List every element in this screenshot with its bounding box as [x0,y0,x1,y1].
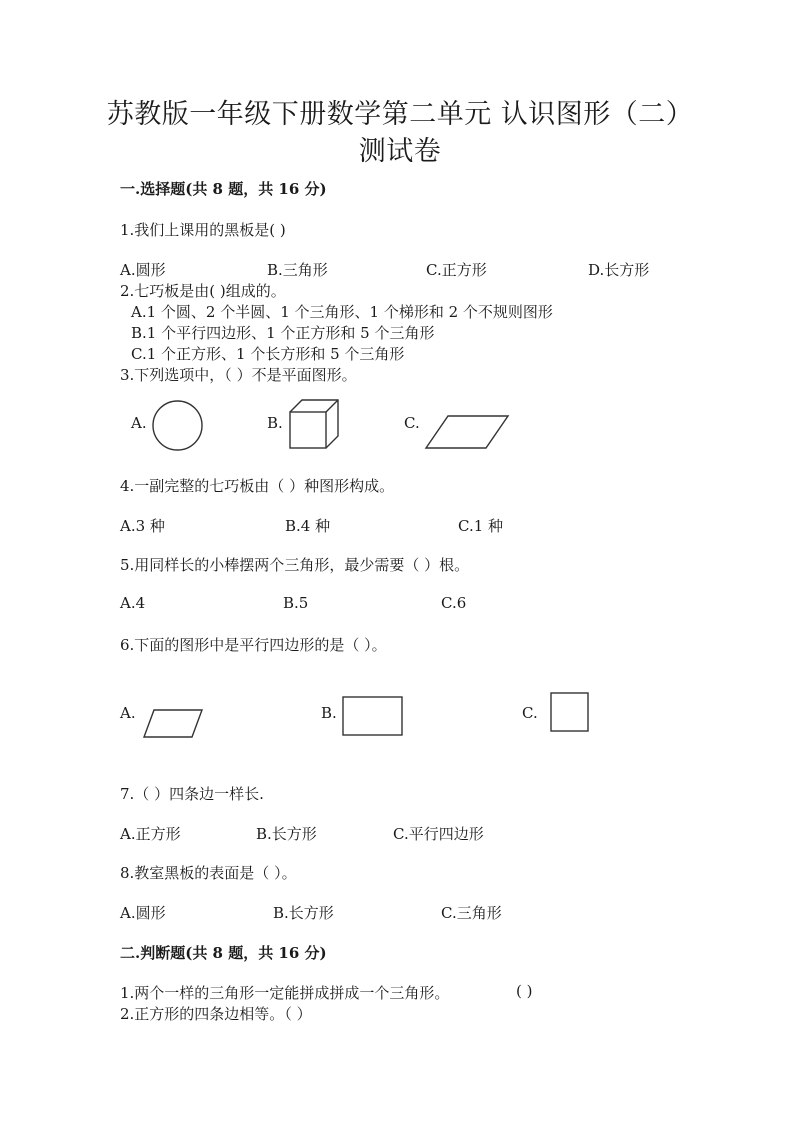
question-6-stem: 6.下面的图形中是平行四边形的是（ ）。 [120,636,387,654]
question-8-option-a: A.圆形 [120,904,166,922]
question-5-option-b: B.5 [283,594,309,612]
question-6-option-c: C. [522,704,538,722]
question-5-option-a: A.4 [120,594,146,612]
question-1-option-c: C.正方形 [426,261,487,279]
question-2-option-b: B.1 个平行四边形、1 个正方形和 5 个三角形 [131,324,435,342]
question-7-option-b: B.长方形 [256,825,317,843]
rectangle-figure [342,696,404,738]
section-heading-true-false: 二.判断题(共 8 题，共 16 分) [120,944,327,962]
square-figure [550,692,590,734]
question-1-stem: 1.我们上课用的黑板是( ) [120,221,286,239]
question-2-option-a: A.1 个圆、2 个半圆、1 个三角形、1 个梯形和 2 个不规则图形 [131,303,553,321]
question-8-option-c: C.三角形 [441,904,502,922]
question-3-stem: 3.下列选项中，（ ）不是平面图形。 [120,366,357,384]
question-7-option-a: A.正方形 [120,825,181,843]
question-6-option-a: A. [120,704,136,722]
question-4-stem: 4.一副完整的七巧板由（ ）种图形构成。 [120,477,395,495]
tf-question-1-stem: 1.两个一样的三角形一定能拼成拼成一个三角形。 [120,984,450,1002]
question-5-option-c: C.6 [441,594,467,612]
circle-figure [152,400,204,452]
question-7-stem: 7.（ ）四条边一样长. [120,785,264,803]
question-3-option-c: C. [404,414,420,432]
parallelogram-figure [424,414,510,450]
page-title-line2: 测试卷 [358,136,442,167]
page-title-line1: 苏教版一年级下册数学第二单元 认识图形（二） [106,99,694,130]
question-4-option-a: A.3 种 [120,517,165,535]
question-8-option-b: B.长方形 [273,904,334,922]
question-3-option-b: B. [267,414,283,432]
question-1-option-d: D.长方形 [588,261,650,279]
question-3-option-a: A. [131,414,147,432]
tf-question-1-blank: ( ) [516,982,533,1000]
question-7-option-c: C.平行四边形 [393,825,484,843]
question-4-option-c: C.1 种 [458,517,504,535]
question-2-option-c: C.1 个正方形、1 个长方形和 5 个三角形 [131,345,405,363]
question-8-stem: 8.教室黑板的表面是（ ）。 [120,864,297,882]
question-1-option-b: B.三角形 [267,261,328,279]
question-2-stem: 2.七巧板是由( )组成的。 [120,282,286,300]
section-heading-choice: 一.选择题(共 8 题，共 16 分) [120,180,327,198]
question-6-option-b: B. [321,704,337,722]
question-4-option-b: B.4 种 [285,517,331,535]
cube-figure [288,398,342,452]
question-1-option-a: A.圆形 [120,261,166,279]
question-5-stem: 5.用同样长的小棒摆两个三角形，最少需要（ ）根。 [120,556,470,574]
tf-question-2-stem: 2.正方形的四条边相等。（ ） [120,1005,312,1023]
parallelogram-figure [142,708,204,740]
